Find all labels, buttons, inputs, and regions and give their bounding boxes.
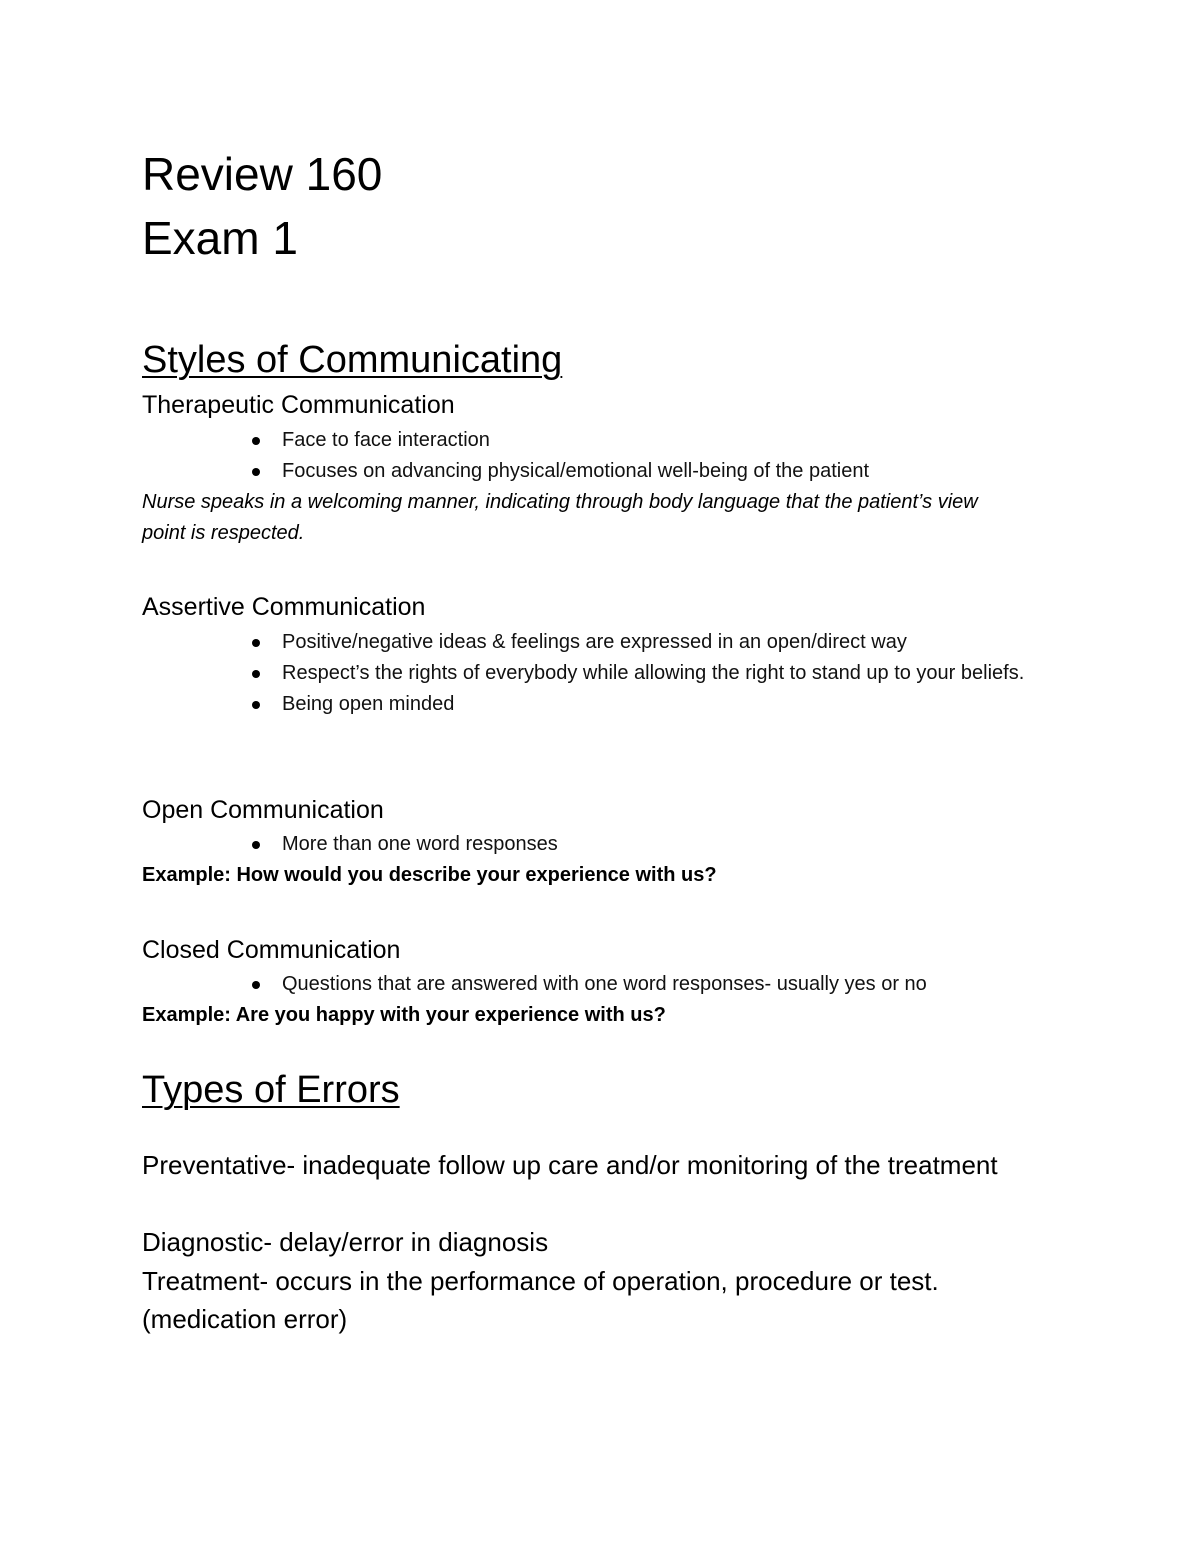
list-item: Face to face interaction [0, 425, 1072, 456]
open-example: Example: How would you describe your experience with us? [142, 864, 717, 886]
open-bullet-list [0, 829, 1072, 860]
error-item-preventative: Preventative- inadequate follow up care and/or monitoring of the treatment [142, 1150, 998, 1180]
bullet-icon [252, 670, 260, 678]
title-line-2: Exam 1 [142, 212, 298, 264]
document-title [142, 142, 382, 270]
title-line-1: Review 160 [142, 148, 383, 200]
list-item: Positive/negative ideas & feelings are expressed in an open/direct way [0, 627, 1072, 658]
closed-bullet-list [0, 969, 1072, 1000]
closed-communication-heading: Closed Communication [142, 936, 401, 964]
list-item: Being open minded [0, 689, 1072, 720]
bullet-icon [252, 841, 260, 849]
therapeutic-communication-heading: Therapeutic Communication [142, 391, 455, 419]
error-item-diagnostic: Diagnostic- delay/error in diagnosis [142, 1227, 549, 1257]
bullet-icon [252, 468, 260, 476]
assertive-communication-heading: Assertive Communication [142, 593, 426, 621]
bullet-icon [252, 639, 260, 647]
bullet-icon [252, 701, 260, 709]
bullet-icon [252, 981, 260, 989]
assertive-bullet-list [0, 627, 1072, 720]
error-item-treatment: Treatment- occurs in the performance of operation, procedure or test. (medication error) [142, 1266, 939, 1334]
closed-example: Example: Are you happy with your experience with us? [142, 1004, 666, 1026]
open-communication-heading: Open Communication [142, 796, 384, 824]
list-item: More than one word responses [0, 829, 1072, 860]
therapeutic-bullet-list [0, 425, 1072, 487]
list-item: Focuses on advancing physical/emotional well-being of the patient [0, 456, 1072, 487]
therapeutic-note: Nurse speaks in a welcoming manner, indicating through body language that the patient’s view point is respected. [142, 491, 978, 544]
list-item: Respect’s the rights of everybody while allowing the right to stand up to your beliefs. [0, 658, 1072, 689]
types-of-errors-heading: Types of Errors [142, 1069, 400, 1111]
styles-of-communicating-heading: Styles of Communicating [142, 339, 563, 381]
list-item: Questions that are answered with one word responses- usually yes or no [0, 969, 1072, 1000]
bullet-icon [252, 437, 260, 445]
